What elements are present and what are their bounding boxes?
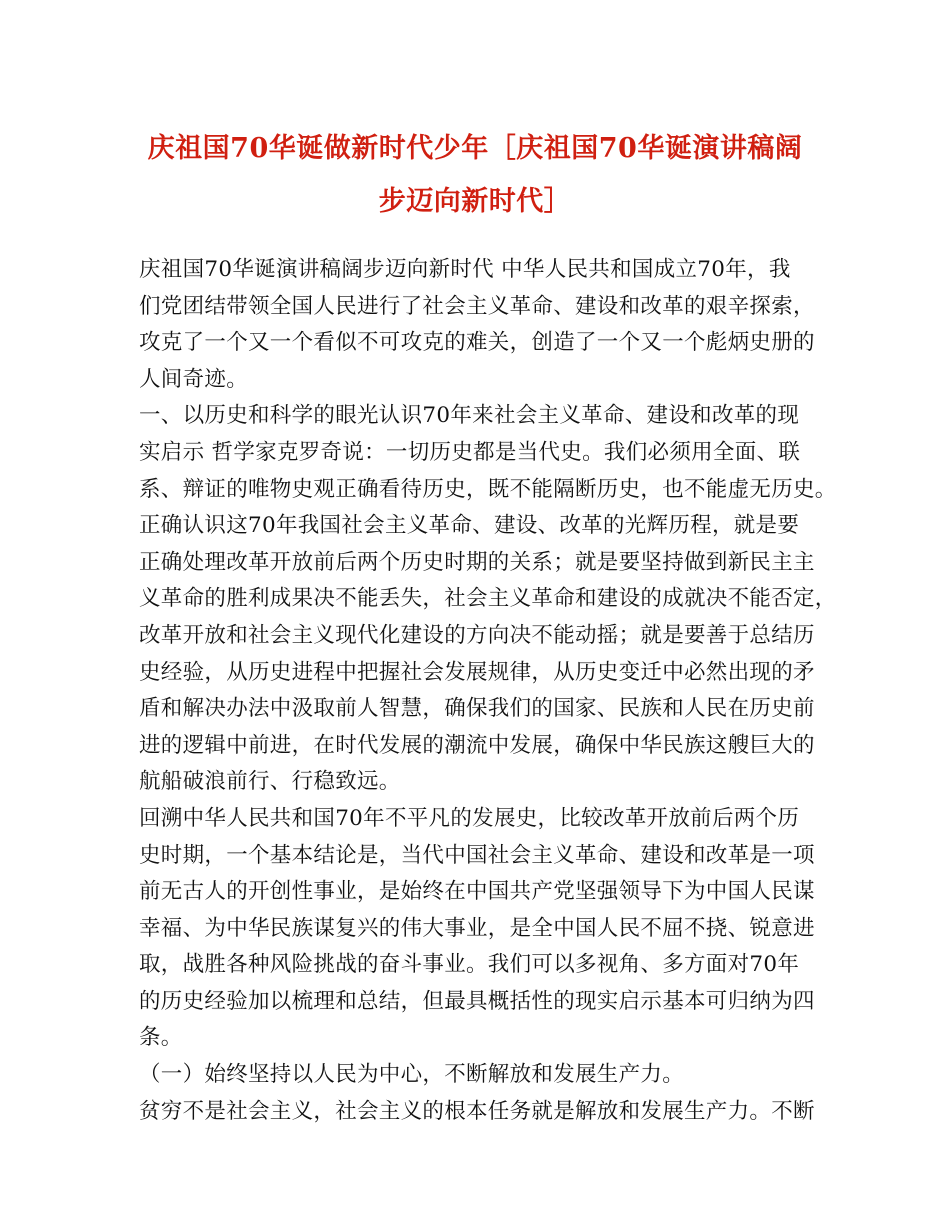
body-line: 一、以历史和科学的眼光认识70年来社会主义革命、建设和改革的现 xyxy=(139,403,800,429)
body-line: （一）始终坚持以人民为中心，不断解放和发展生产力。 xyxy=(139,1062,685,1088)
body-line: 史时期，一个基本结论是，当代中国社会主义革命、建设和改革是一项 xyxy=(139,842,815,868)
document-title xyxy=(100,122,850,228)
body-line: 进的逻辑中前进，在时代发展的潮流中发展，确保中华民族这艘巨大的 xyxy=(139,732,815,758)
body-line: 正确认识这70年我国社会主义革命、建设、改革的光辉历程，就是要 xyxy=(139,513,800,539)
body-line: 庆祖国70华诞演讲稿阔步迈向新时代 中华人民共和国成立70年，我 xyxy=(139,257,791,282)
body-line: 正确处理改革开放前后两个历史时期的关系；就是要坚持做到新民主主 xyxy=(139,549,815,575)
title-line: 庆祖国70华诞做新时代少年［庆祖国70华诞演讲稿阔 xyxy=(147,133,803,164)
body-line: 条。 xyxy=(139,1025,183,1051)
body-line: 的历史经验加以梳理和总结，但最具概括性的现实启示基本可归纳为四 xyxy=(139,988,815,1014)
body-line: 们党团结带领全国人民进行了社会主义革命、建设和改革的艰辛探索， xyxy=(139,293,815,319)
body-line: 前无古人的开创性事业，是始终在中国共产党坚强领导下为中国人民谋 xyxy=(139,879,815,905)
body-line: 航船破浪前行、行稳致远。 xyxy=(139,769,401,795)
body-line: 幸福、为中华民族谋复兴的伟大事业，是全中国人民不屈不挠、锐意进 xyxy=(139,915,815,941)
document-body xyxy=(139,252,837,1130)
body-line: 史经验，从历史进程中把握社会发展规律，从历史变迁中必然出现的矛 xyxy=(139,659,815,685)
body-line: 取，战胜各种风险挑战的奋斗事业。我们可以多视角、多方面对70年 xyxy=(139,952,800,978)
body-line: 改革开放和社会主义现代化建设的方向决不能动摇；就是要善于总结历 xyxy=(139,622,815,648)
body-line: 攻克了一个又一个看似不可攻克的难关，创造了一个又一个彪炳史册的 xyxy=(139,330,815,356)
body-line: 回溯中华人民共和国70年不平凡的发展史，比较改革开放前后两个历 xyxy=(139,805,800,831)
body-line: 实启示 哲学家克罗奇说：一切历史都是当代史。我们必须用全面、联 xyxy=(139,439,801,465)
body-line: 贫穷不是社会主义，社会主义的根本任务就是解放和发展生产力。不断 xyxy=(139,1098,815,1124)
body-line: 义革命的胜利成果决不能丢失，社会主义革命和建设的成就决不能否定， xyxy=(139,586,837,612)
title-line: 步迈向新时代］ xyxy=(378,186,572,217)
body-line: 系、辩证的唯物史观正确看待历史，既不能隔断历史，也不能虚无历史。 xyxy=(139,476,837,502)
body-line: 人间奇迹。 xyxy=(139,366,249,392)
body-line: 盾和解决办法中汲取前人智慧，确保我们的国家、民族和人民在历史前 xyxy=(139,696,815,722)
